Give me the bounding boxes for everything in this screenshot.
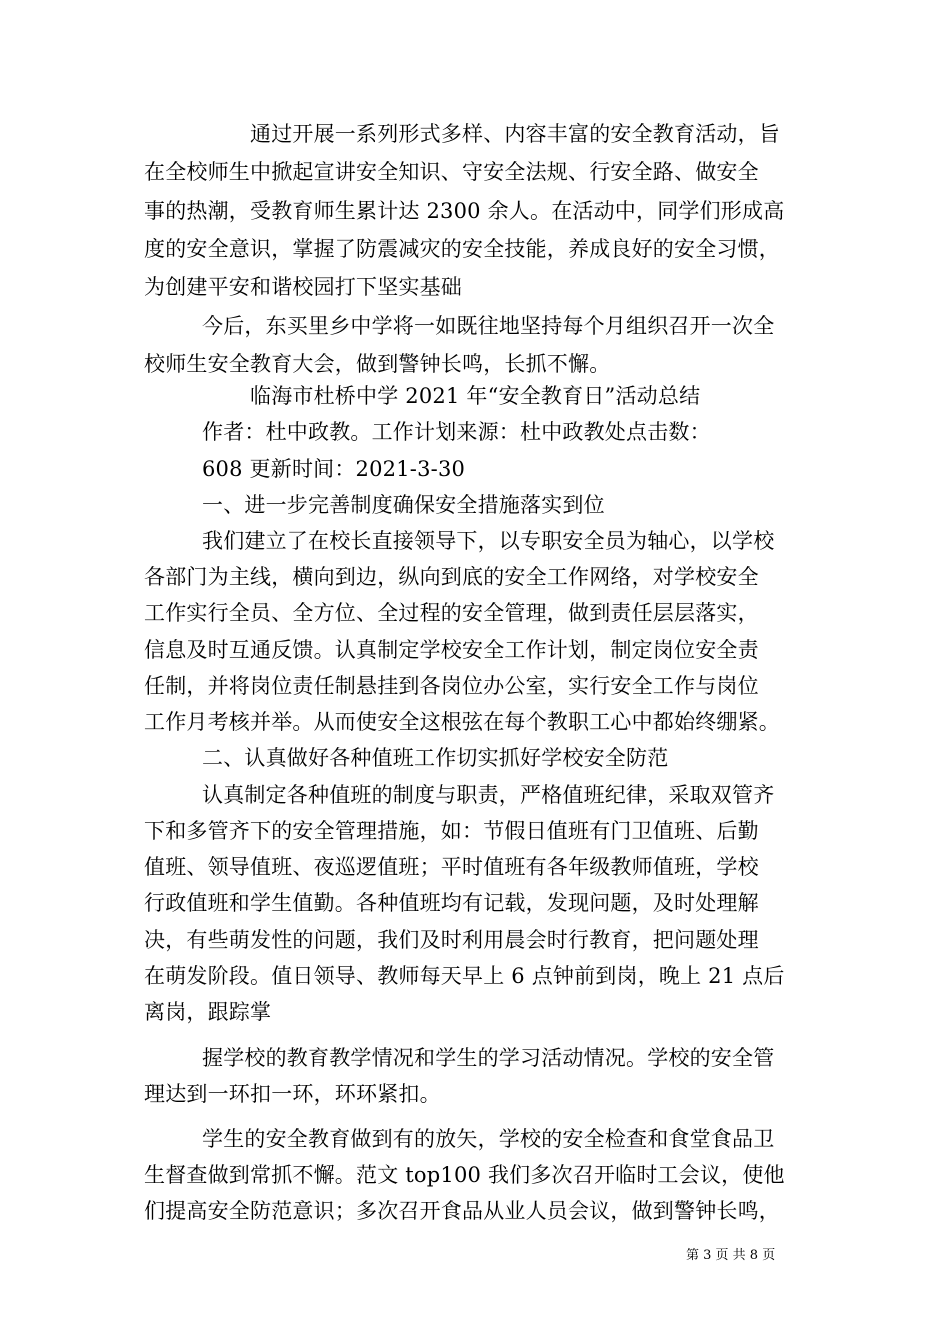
paragraph-line: 认真制定各种值班的制度与职责，严格值班纪律，采取双管齐 bbox=[202, 783, 775, 807]
paragraph-line: 决，有些萌发性的问题，我们及时利用晨会时行教育，把问题处理 bbox=[144, 928, 759, 952]
paragraph-line: 学生的安全教育做到有的放矢，学校的安全检查和食堂食品卫 bbox=[202, 1127, 775, 1151]
paragraph-line: 信息及时互通反馈。认真制定学校安全工作计划，制定岗位安全责 bbox=[144, 638, 759, 662]
paragraph-line: 任制，并将岗位责任制悬挂到各岗位办公室，实行安全工作与岗位 bbox=[144, 674, 759, 698]
page-number: 第 3 页 共 8 页 bbox=[686, 1248, 776, 1263]
article-title: 临海市杜桥中学 2021 年“安全教育日”活动总结 bbox=[250, 384, 701, 408]
paragraph-line: 度的安全意识，掌握了防震减灾的安全技能，养成良好的安全习惯， bbox=[144, 237, 780, 261]
paragraph-line: 离岗，跟踪掌 bbox=[144, 1000, 272, 1024]
paragraph-line: 校师生安全教育大会，做到警钟长鸣，长抓不懈。 bbox=[144, 352, 611, 376]
paragraph-line: 今后，东买里乡中学将一如既往地坚持每个月组织召开一次全 bbox=[202, 314, 775, 338]
article-meta: 608 更新时间：2021-3-30 bbox=[202, 457, 466, 481]
paragraph-line: 行政值班和学生值勤。各种值班均有记载，发现问题，及时处理解 bbox=[144, 891, 759, 915]
paragraph-line: 我们建立了在校长直接领导下，以专职安全员为轴心，以学校 bbox=[202, 529, 775, 553]
section-heading: 二、认真做好各种值班工作切实抓好学校安全防范 bbox=[202, 746, 669, 770]
paragraph-line: 各部门为主线，横向到边，纵向到底的安全工作网络，对学校安全 bbox=[144, 565, 759, 589]
paragraph-line: 在萌发阶段。值日领导、教师每天早上 6 点钟前到岗，晚上 21 点后 bbox=[144, 964, 785, 988]
paragraph-line: 们提高安全防范意识；多次召开食品从业人员会议，做到警钟长鸣， bbox=[144, 1199, 780, 1223]
paragraph-line: 工作实行全员、全方位、全过程的安全管理，做到责任层层落实， bbox=[144, 601, 759, 625]
paragraph-line: 在全校师生中掀起宣讲安全知识、守安全法规、行安全路、做安全 bbox=[144, 160, 759, 184]
paragraph-line: 工作月考核并举。从而使安全这根弦在每个教职工心中都始终绷紧。 bbox=[144, 710, 780, 734]
section-heading: 一、进一步完善制度确保安全措施落实到位 bbox=[202, 493, 605, 517]
paragraph-line: 事的热潮，受教育师生累计达 2300 余人。在活动中，同学们形成高 bbox=[144, 199, 785, 223]
paragraph-line: 值班、领导值班、夜巡逻值班；平时值班有各年级教师值班，学校 bbox=[144, 855, 759, 879]
paragraph-line: 握学校的教育教学情况和学生的学习活动情况。学校的安全管 bbox=[202, 1046, 775, 1070]
paragraph-line: 下和多管齐下的安全管理措施，如：节假日值班有门卫值班、后勤 bbox=[144, 819, 759, 843]
paragraph-line: 生督查做到常抓不懈。范文 top100 我们多次召开临时工会议，使他 bbox=[144, 1163, 785, 1187]
paragraph-line: 为创建平安和谐校园打下坚实基础 bbox=[144, 275, 462, 299]
paragraph-line: 理达到一环扣一环，环环紧扣。 bbox=[144, 1082, 441, 1106]
paragraph-line: 通过开展一系列形式多样、内容丰富的安全教育活动，旨 bbox=[250, 122, 780, 146]
article-meta: 作者：杜中政教。工作计划来源：杜中政教处点击数： bbox=[202, 420, 711, 444]
